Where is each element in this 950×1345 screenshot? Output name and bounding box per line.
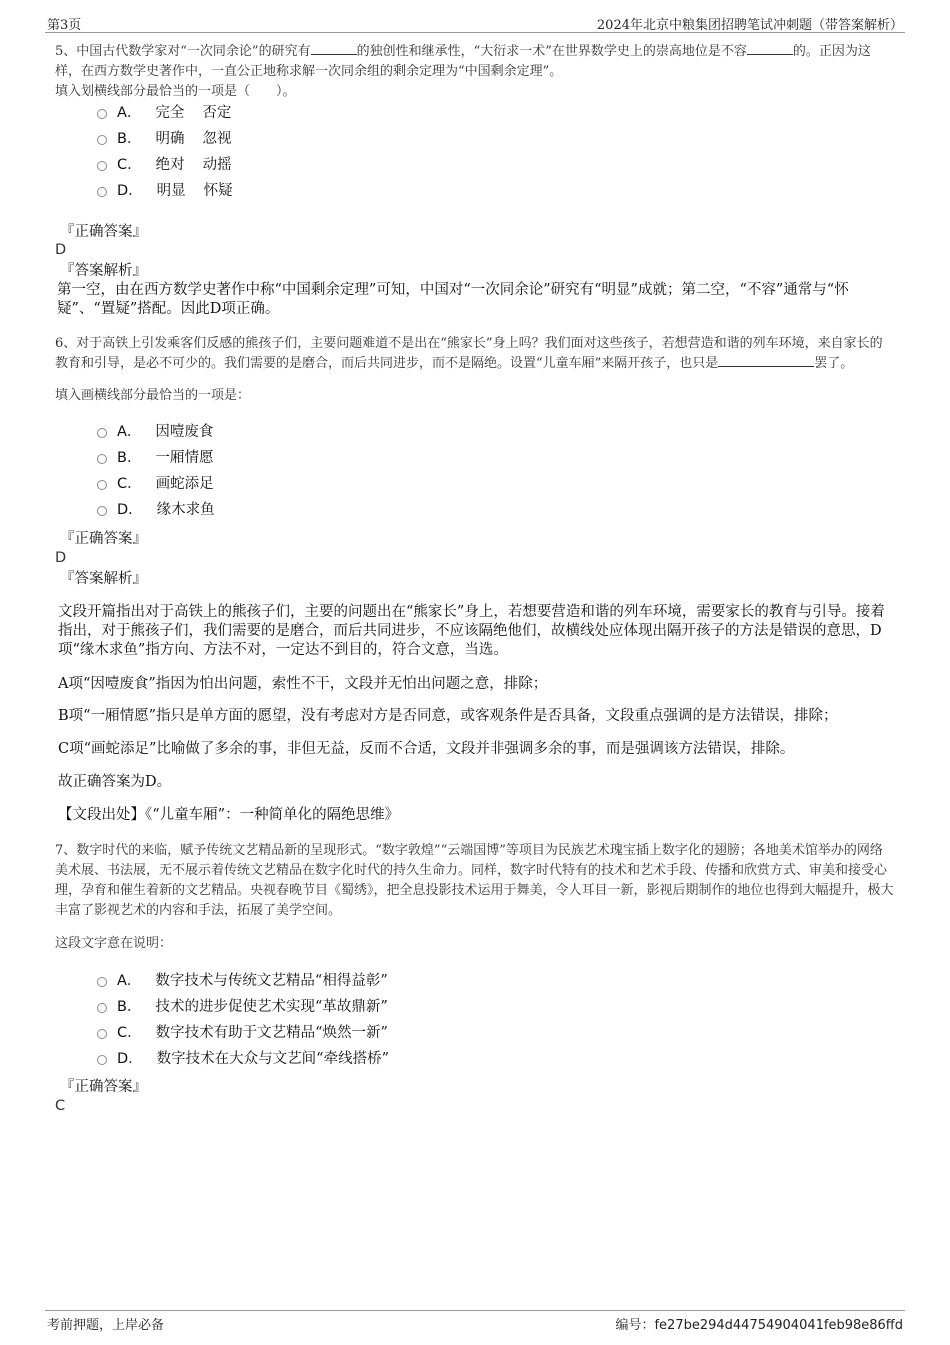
q7-option-a[interactable]: A． 数字技术与传统文艺精品“相得益彰” bbox=[97, 970, 388, 992]
q5-option-c[interactable]: C． 绝对 动摇 bbox=[97, 154, 232, 176]
q5-option-d[interactable]: D． 明显 怀疑 bbox=[97, 180, 233, 202]
radio-icon[interactable] bbox=[97, 187, 107, 197]
q7-option-d[interactable]: D． 数字技术在大众与文艺间“牵线搭桥” bbox=[97, 1048, 389, 1070]
radio-icon[interactable] bbox=[97, 480, 107, 490]
q5-stem-line2: 样，在西方数学史著作中，一直公正地称求解一次同余组的剩余定理为“中国剩余定理”。 bbox=[55, 64, 563, 79]
document-code: 编号：fe27be294d44754904041feb98e86ffd bbox=[615, 1318, 903, 1333]
q5-option-b[interactable]: B． 明确 忽视 bbox=[97, 128, 231, 150]
header-divider bbox=[45, 32, 905, 33]
q7-option-b[interactable]: B． 技术的进步促使艺术实现“革故鼎新” bbox=[97, 996, 388, 1018]
q6-stem: 6、对于高铁上引发乘客们反感的熊孩子们，主要问题难道不是出在“熊家长”身上吗？我们面对这些孩子，若想营造和谐的列车环境，来自家长的教育和引导，是必不可少的。我们需要的是磨合，而后共同进步，而不是隔绝。设置“儿童车厢”来隔开孩子，也只是 罢了。 bbox=[55, 336, 883, 371]
q6-option-b[interactable]: B． 一厢情愿 bbox=[97, 447, 213, 469]
q5-answer: D bbox=[55, 242, 67, 258]
q5-answer-label: 『正确答案』 bbox=[60, 224, 147, 240]
q6-source: 【文段出处】《“儿童车厢”：一种简单化的隔绝思维》 bbox=[58, 807, 400, 823]
q5-option-a[interactable]: A． 完全 否定 bbox=[97, 102, 231, 124]
q6-analysis-p5: 故正确答案为D。 bbox=[58, 774, 172, 790]
q6-analysis-p3: B项“一厢情愿”指只是单方面的愿望，没有考虑对方是否同意，或客观条件是否具备，文段重点强调的是方法错误，排除； bbox=[58, 708, 838, 724]
q6-analysis-label: 『答案解析』 bbox=[60, 571, 147, 587]
footer-divider bbox=[45, 1310, 905, 1311]
q6-answer-label: 『正确答案』 bbox=[60, 531, 147, 547]
radio-icon[interactable] bbox=[97, 454, 107, 464]
q5-analysis-label: 『答案解析』 bbox=[60, 263, 147, 279]
q5-prompt: 填入划横线部分最恰当的一项是（ ）。 bbox=[55, 84, 296, 99]
q7-answer-label: 『正确答案』 bbox=[60, 1079, 147, 1095]
q5-stem bbox=[55, 42, 895, 102]
q5-blank-2 bbox=[747, 42, 793, 55]
q6-blank bbox=[718, 354, 814, 367]
radio-icon[interactable] bbox=[97, 1003, 107, 1013]
q6-analysis-p4: C项“画蛇添足”比喻做了多余的事，非但无益，反而不合适，文段并非强调多余的事，而是强调该方法错误，排除。 bbox=[58, 741, 795, 757]
radio-icon[interactable] bbox=[97, 506, 107, 516]
q6-analysis-p1: 文段开篇指出对于高铁上的熊孩子们，主要的问题出在“熊家长”身上，若想要营造和谐的列车环境，需要家长的教育与引导。接着指出，对于熊孩子们，我们需要的是磨合，而后共同进步，不应该隔绝他们，故横线处应体现出隔开孩子的方法是错误的意思，D项“缘木求鱼”指方向、方法不对，一定达不到目的，符合文意，当选。 bbox=[58, 604, 885, 658]
radio-icon[interactable] bbox=[97, 135, 107, 145]
radio-icon[interactable] bbox=[97, 977, 107, 987]
radio-icon[interactable] bbox=[97, 109, 107, 119]
q5-stem-part3: 的。正因为这 bbox=[792, 44, 871, 59]
q5-stem-part1: 5、中国古代数学家对“一次同余论”的研究有 bbox=[55, 44, 311, 59]
q6-option-c[interactable]: C． 画蛇添足 bbox=[97, 473, 214, 495]
radio-icon[interactable] bbox=[97, 1029, 107, 1039]
q7-stem: 7、数字时代的来临，赋予传统文艺精品新的呈现形式。“数字敦煌”“云端国博”等项目为民族艺术瑰宝插上数字化的翅膀；各地美术馆举办的网络美术展、书法展，无不展示着传统文艺精品在数字化时代的持久生命力。同样，数字时代特有的技术和艺术手段、传播和欣赏方式、审美和接受心理，孕育和催生着新的文艺精品。央视春晚节目《蜀绣》，把全息投影技术运用于舞美，令人耳目一新，影视后期制作的地位也得到大幅提升，极大丰富了影视艺术的内容和手法，拓展了美学空间。 bbox=[55, 843, 894, 918]
page-number: 第3页 bbox=[47, 18, 82, 33]
q6-analysis-p2: A项“因噎废食”指因为怕出问题，索性不干，文段并无怕出问题之意，排除； bbox=[58, 676, 548, 692]
q7-answer: C bbox=[55, 1098, 66, 1114]
radio-icon[interactable] bbox=[97, 1055, 107, 1065]
document-title: 2024年北京中粮集团招聘笔试冲刺题（带答案解析） bbox=[596, 18, 903, 33]
q6-prompt: 填入画横线部分最恰当的一项是： bbox=[55, 388, 251, 403]
radio-icon[interactable] bbox=[97, 161, 107, 171]
radio-icon[interactable] bbox=[97, 428, 107, 438]
q6-answer: D bbox=[55, 550, 67, 566]
footer-slogan: 考前押题，上岸必备 bbox=[47, 1318, 165, 1333]
q6-option-d[interactable]: D． 缘木求鱼 bbox=[97, 499, 215, 521]
q6-option-a[interactable]: A． 因噎废食 bbox=[97, 421, 213, 443]
q7-option-c[interactable]: C． 数字技术有助于文艺精品“焕然一新” bbox=[97, 1022, 388, 1044]
q5-stem-part2: 的独创性和继承性，“大衍求一术”在世界数学史上的崇高地位是不容 bbox=[356, 44, 747, 59]
q7-prompt: 这段文字意在说明： bbox=[55, 936, 173, 951]
q5-blank-1 bbox=[311, 42, 357, 55]
q5-analysis: 第一空，由在西方数学史著作中称“中国剩余定理”可知，中国对“一次同余论”研究有“明显”成就；第二空，“不容”通常与“怀疑”、“置疑”搭配。因此D项正确。 bbox=[57, 282, 849, 317]
